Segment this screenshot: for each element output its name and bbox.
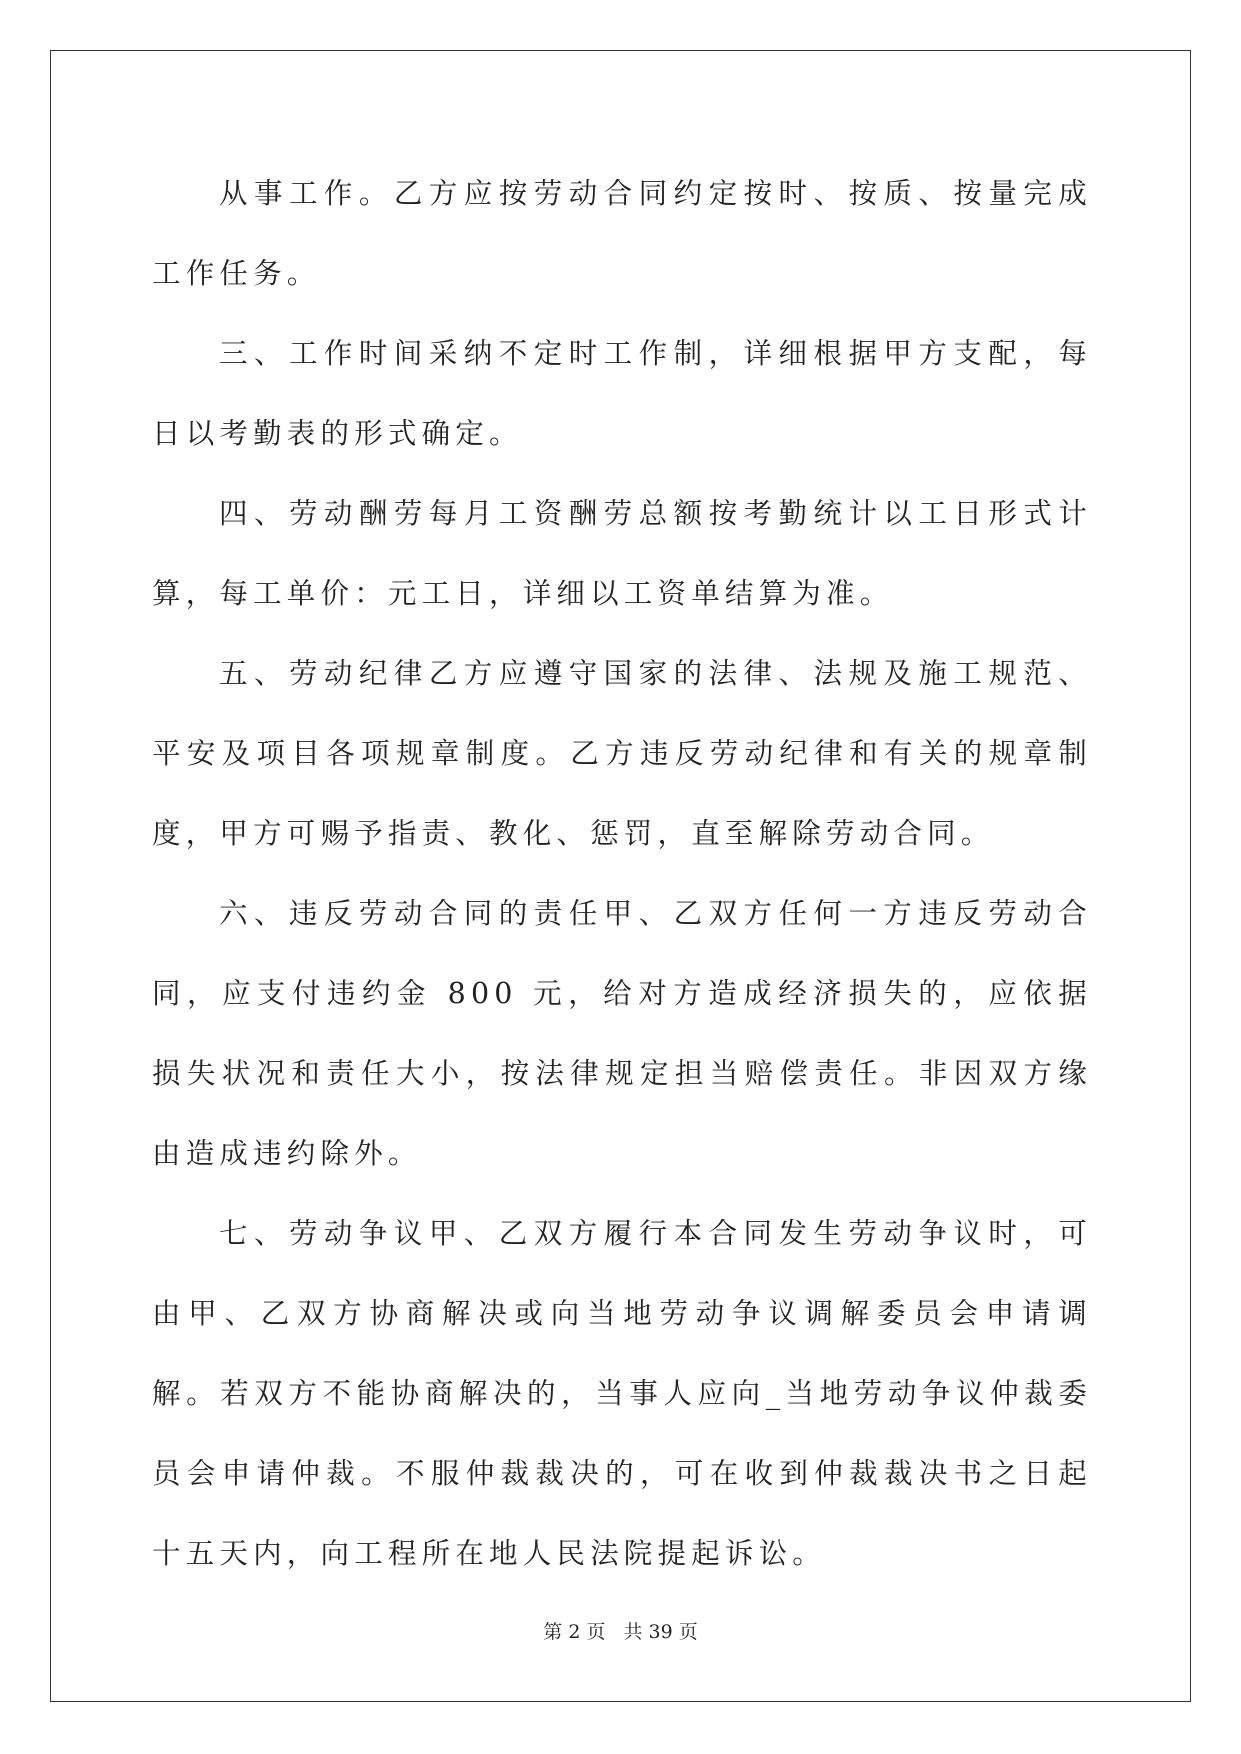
page-total: 共 39 页 bbox=[623, 1621, 698, 1643]
page-footer bbox=[0, 1620, 1241, 1644]
paragraph-clause-3: 三、工作时间采纳不定时工作制，详细根据甲方支配，每日以考勤表的形式确定。 bbox=[152, 337, 1092, 450]
paragraph-continuation: 从事工作。乙方应按劳动合同约定按时、按质、按量完成工作任务。 bbox=[152, 177, 1092, 290]
page-number: 第 2 页 bbox=[543, 1621, 606, 1643]
document-body bbox=[152, 154, 1092, 1594]
paragraph-clause-7: 七、劳动争议甲、乙双方履行本合同发生劳动争议时，可由甲、乙双方协商解决或向当地劳动争议调解委员会申请调解。若双方不能协商解决的，当事人应向_当地劳动争议仲裁委员会申请仲裁。不服仲裁裁决的，可在收到仲裁裁决书之日起十五天内，向工程所在地人民法院提起诉讼。 bbox=[152, 1217, 1092, 1570]
paragraph-clause-4: 四、劳动酬劳每月工资酬劳总额按考勤统计以工日形式计算，每工单价：元工日，详细以工资单结算为准。 bbox=[152, 497, 1092, 610]
paragraph-clause-5: 五、劳动纪律乙方应遵守国家的法律、法规及施工规范、平安及项目各项规章制度。乙方违反劳动纪律和有关的规章制度，甲方可赐予指责、教化、惩罚，直至解除劳动合同。 bbox=[152, 657, 1092, 850]
paragraph-clause-6: 六、违反劳动合同的责任甲、乙双方任何一方违反劳动合同，应支付违约金 800 元，给对方造成经济损失的，应依据损失状况和责任大小，按法律规定担当赔偿责任。非因双方缘由造成违约除外。 bbox=[152, 897, 1092, 1170]
